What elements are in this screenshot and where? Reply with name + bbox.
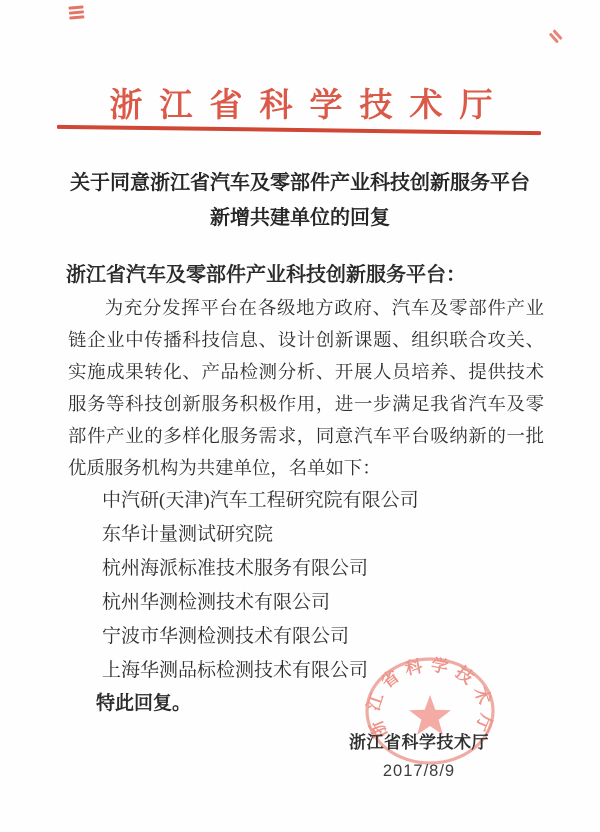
- list-item: 东华计量测试研究院: [102, 524, 274, 545]
- scan-artifact-top-left: [68, 5, 84, 21]
- body-paragraph: 为充分发挥平台在各级地方政府、汽车及零部件产业链企业中传播科技信息、设计创新课题、组织联合攻关、实施成果转化、产品检测分析、开展人员培养、提供技术服务等科技创新服务积极作用，进一步满足我省汽车及零部件产业的多样化服务需求，同意汽车平台吸纳新的一批优质服务机构为共建单位，名单如下：: [68, 298, 544, 478]
- document-title-line2: 新增共建单位的回复: [210, 207, 390, 229]
- list-item: 中汽研(天津)汽车工程研究院有限公司: [102, 490, 419, 511]
- salutation: 浙江省汽车及零部件产业科技创新服务平台：: [66, 264, 466, 286]
- list-item: 宁波市华测检测技术有限公司: [102, 626, 350, 647]
- list-item: 杭州海派标准技术服务有限公司: [102, 558, 369, 579]
- list-item: 上海华测品标检测技术有限公司: [102, 660, 369, 681]
- seal-arc-text: 浙江省科学技术厅: [363, 655, 497, 742]
- scan-artifact-top-right: [547, 29, 562, 45]
- document-title: [0, 166, 600, 236]
- letterhead-org-name: 浙江省科学技术厅: [109, 88, 510, 124]
- closing-phrase: 特此回复。: [96, 693, 192, 714]
- signature-date: 2017/8/9: [382, 762, 456, 780]
- list-item: 杭州华测检测技术有限公司: [102, 592, 331, 613]
- signature-org-name: 浙江省科学技术厅: [349, 733, 489, 752]
- document-title-line1: 关于同意浙江省汽车及零部件产业科技创新服务平台: [70, 172, 530, 194]
- letterhead-divider: [57, 125, 541, 135]
